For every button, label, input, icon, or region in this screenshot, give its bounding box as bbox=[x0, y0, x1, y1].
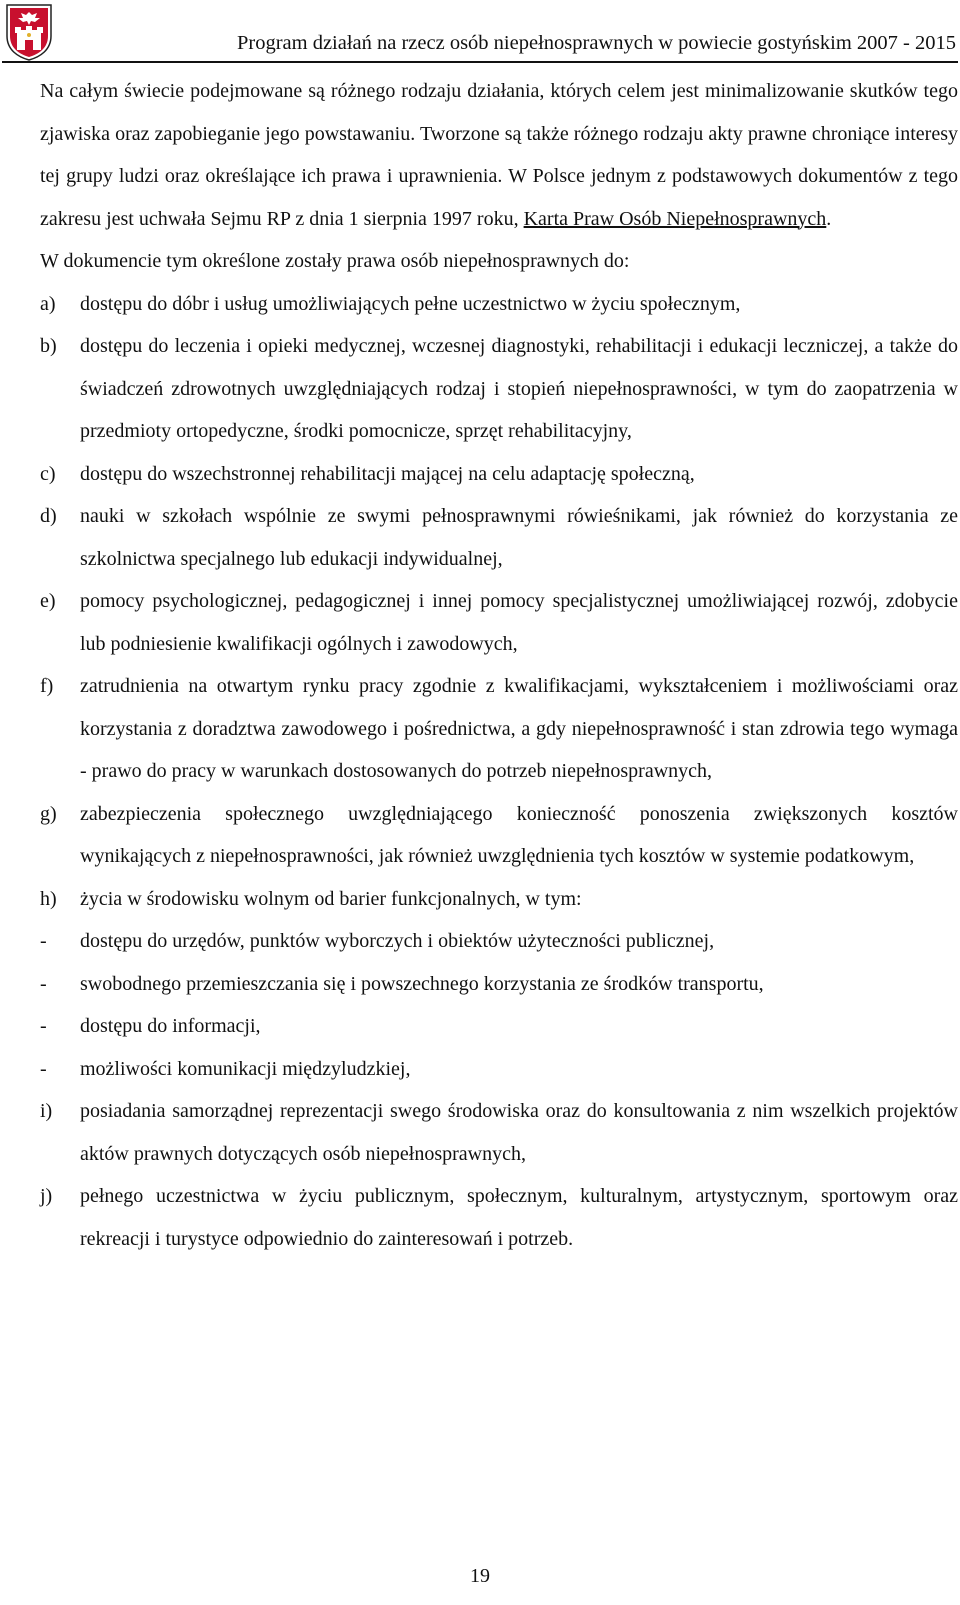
charter-link[interactable]: Karta Praw Osób Niepełnosprawnych bbox=[523, 207, 827, 230]
list-marker: c) bbox=[40, 462, 56, 485]
page-body bbox=[40, 70, 958, 1260]
list-item bbox=[40, 878, 958, 921]
list-item bbox=[40, 920, 958, 963]
list-item-text: zatrudnienia na otwartym rynku pracy zgodnie z kwalifikacjami, wykształceniem i możliwościami oraz korzystania z doradztwa zawodowego i pośrednictwa, a gdy niepełnosprawność i stan zdrowia tego wymaga - prawo do pracy w warunkach dostosowanych do potrzeb niepełnosprawnych, bbox=[80, 675, 958, 782]
list-item bbox=[40, 793, 958, 878]
list-item-text: dostępu do informacji, bbox=[80, 1015, 261, 1037]
list-item bbox=[40, 1048, 958, 1091]
list-item-text: swobodnego przemieszczania się i powszechnego korzystania ze środków transportu, bbox=[80, 972, 764, 995]
intro-end: . bbox=[826, 207, 832, 230]
list-marker: - bbox=[40, 930, 47, 952]
list-item-text: życia w środowisku wolnym od barier funkcjonalnych, w tym: bbox=[80, 887, 582, 910]
intro-text: Na całym świecie podejmowane są różnego rodzaju działania, których celem jest minimalizowanie skutków tego zjawiska oraz zapobieganie jego powstawaniu. Tworzone są także różnego rodzaju akty prawne chroniące interesy tej grupy ludzi oraz określające ich prawa i uprawnienia. W Polsce jednym z podstawowych dokumentów z tego zakresu jest uchwała Sejmu RP z dnia 1 sierpnia 1997 roku, bbox=[40, 80, 958, 230]
list-item-text: dostępu do wszechstronnej rehabilitacji mającej na celu adaptację społeczną, bbox=[80, 462, 695, 485]
intro-paragraph bbox=[40, 70, 958, 240]
list-item-text: możliwości komunikacji międzyludzkiej, bbox=[80, 1057, 411, 1080]
list-item bbox=[40, 1175, 958, 1260]
list-item-text: pomocy psychologicznej, pedagogicznej i innej pomocy specjalistycznej umożliwiającej rozwój, zdobycie lub podniesienie kwalifikacji ogólnych i zawodowych, bbox=[80, 590, 958, 655]
list-item bbox=[40, 325, 958, 453]
coat-of-arms-icon bbox=[4, 2, 54, 62]
list-marker: j) bbox=[40, 1185, 53, 1207]
list-item bbox=[40, 283, 958, 326]
list-item-text: dostępu do leczenia i opieki medycznej, wczesnej diagnostyki, rehabilitacji i edukacji leczniczej, a także do świadczeń zdrowotnych uwzględniających rodzaj i stopień niepełnosprawności, w tym do zaopatrzenia w przedmioty ortopedyczne, środki pomocnicze, sprzęt rehabilitacyjny, bbox=[80, 335, 958, 442]
list-marker: - bbox=[40, 972, 47, 995]
list-item bbox=[40, 1090, 958, 1175]
list-marker: b) bbox=[40, 335, 57, 357]
list-item-text: posiadania samorządnej reprezentacji swego środowiska oraz do konsultowania z nim wszelkich projektów aktów prawnych dotyczących osób niepełnosprawnych, bbox=[80, 1100, 958, 1165]
list-item-text: nauki w szkołach wspólnie ze swymi pełnosprawnymi rówieśnikami, jak również do korzystania ze szkolnictwa specjalnego lub edukacji indywidualnej, bbox=[80, 505, 958, 570]
list-marker: f) bbox=[40, 675, 54, 697]
list-item-text: dostępu do urzędów, punktów wyborczych i obiektów użyteczności publicznej, bbox=[80, 930, 715, 952]
page-number: 19 bbox=[470, 1565, 490, 1587]
list-item bbox=[40, 963, 958, 1006]
list-marker: - bbox=[40, 1015, 47, 1037]
list-marker: h) bbox=[40, 887, 57, 910]
header-divider bbox=[2, 61, 958, 63]
list-item-text: pełnego uczestnictwa w życiu publicznym, społecznym, kulturalnym, artystycznym, sportowym oraz rekreacji i turystyce odpowiednio do zainteresowań i potrzeb. bbox=[80, 1185, 958, 1250]
list-item-text: dostępu do dóbr i usług umożliwiających pełne uczestnictwo w życiu społecznym, bbox=[80, 292, 741, 315]
list-item bbox=[40, 665, 958, 793]
list-item-text: zabezpieczenia społecznego uwzględniającego konieczność ponoszenia zwiększonych kosztów wynikających z niepełnosprawności, jak również uwzględnienia tych kosztów w systemie podatkowym, bbox=[80, 802, 958, 867]
document-header-title: Program działań na rzecz osób niepełnosprawnych w powiecie gostyńskim 2007 - 2015 bbox=[236, 32, 956, 54]
list-item bbox=[40, 580, 958, 665]
list-item bbox=[40, 1005, 958, 1048]
list-marker: a) bbox=[40, 292, 56, 315]
list-marker: d) bbox=[40, 505, 57, 527]
list-item bbox=[40, 453, 958, 496]
page-header bbox=[0, 0, 960, 64]
list-marker: e) bbox=[40, 590, 56, 612]
list-marker: i) bbox=[40, 1100, 53, 1122]
list-item bbox=[40, 495, 958, 580]
list-marker: g) bbox=[40, 802, 57, 825]
list-marker: - bbox=[40, 1057, 47, 1080]
lead-paragraph: W dokumencie tym określone zostały prawa osób niepełnosprawnych do: bbox=[40, 250, 630, 272]
